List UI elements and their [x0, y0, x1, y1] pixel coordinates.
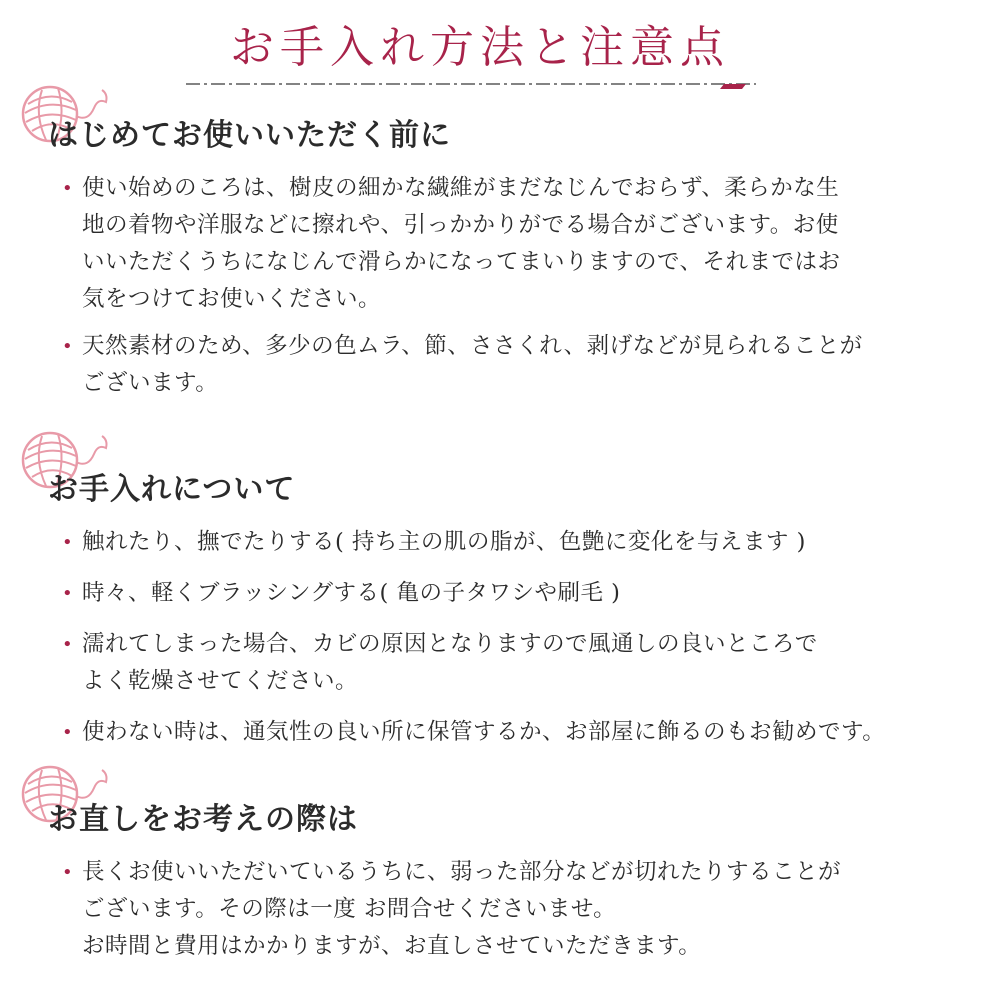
list-item	[60, 575, 960, 612]
list-item	[60, 714, 960, 751]
item-text-line: 触れたり、撫でたりする( 持ち主の肌の脂が、色艶に変化を与えます )	[82, 529, 806, 555]
item-text-line: 気をつけてお使いください。	[82, 286, 382, 312]
item-text-line: 時々、軽くブラッシングする( 亀の子タワシや刷毛 )	[82, 580, 621, 606]
bullet-icon: •	[62, 336, 74, 357]
bullet-icon: •	[62, 634, 74, 655]
item-text-line: 地の着物や洋服などに擦れや、引っかかりがでる場合がございます。お使	[82, 212, 839, 238]
bullet-icon: •	[62, 583, 74, 604]
item-list	[60, 854, 960, 965]
item-text-line: 長くお使いいただいているうちに、弱った部分などが切れたりすることが	[82, 859, 842, 885]
list-item	[60, 170, 960, 318]
item-text-line: 使わない時は、通気性の良い所に保管するか、お部屋に飾るのもお勧めです。	[82, 719, 886, 745]
page-title: お手入れ方法と注意点	[230, 22, 730, 73]
bullet-icon: •	[62, 862, 74, 883]
item-text-line: 天然素材のため、多少の色ムラ、節、ささくれ、剥げなどが見られることが	[82, 333, 863, 359]
item-list	[60, 170, 960, 402]
bullet-icon: •	[62, 178, 74, 199]
section-heading: はじめてお使いいただく前に	[48, 118, 451, 153]
item-text-line: ございます。その際は一度 お問合せくださいませ。	[82, 896, 617, 922]
item-text-line: いいただくうちになじんで滑らかになってまいりますので、それまではお	[82, 249, 841, 275]
list-item	[60, 854, 960, 965]
item-text-line: 使い始めのころは、樹皮の細かな繊維がまだなじんでおらず、柔らかな生	[82, 175, 840, 201]
title-underline	[186, 80, 756, 92]
item-text-line: 濡れてしまった場合、カビの原因となりますので風通しの良いところで	[82, 631, 818, 657]
list-item	[60, 626, 960, 700]
item-list	[60, 524, 960, 751]
list-item	[60, 328, 960, 402]
item-text-line: よく乾燥させてください。	[82, 668, 359, 694]
section-heading: お手入れについて	[48, 472, 296, 507]
bullet-icon: •	[62, 722, 74, 743]
section-heading: お直しをお考えの際は	[48, 802, 358, 837]
item-text-line: お時間と費用はかかりますが、お直しさせていただきます。	[82, 933, 702, 959]
list-item	[60, 524, 960, 561]
item-text-line: ございます。	[82, 370, 219, 396]
bullet-icon: •	[62, 532, 74, 553]
